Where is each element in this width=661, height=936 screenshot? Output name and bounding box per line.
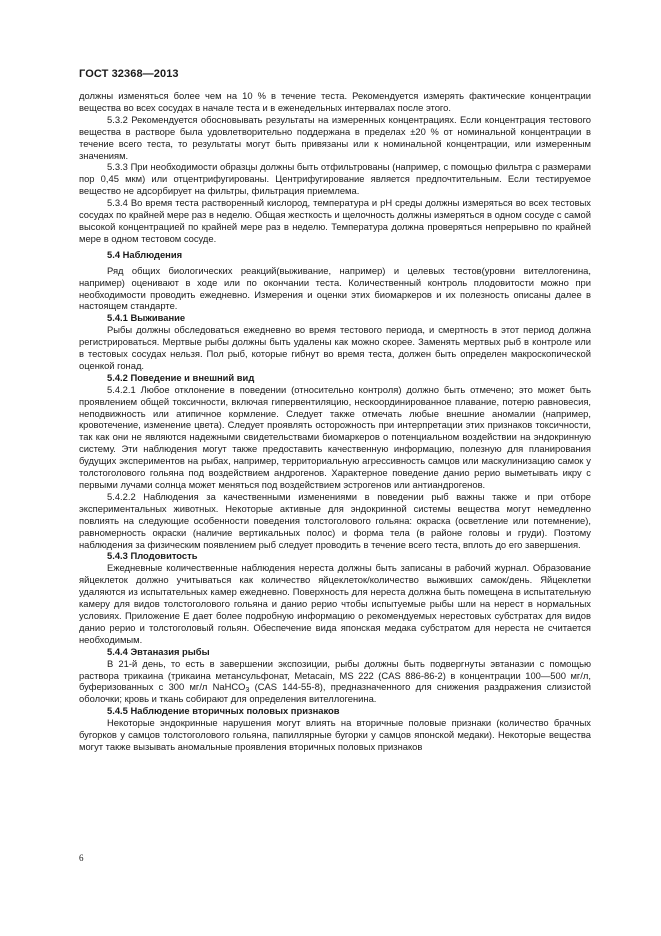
subsection-heading: 5.4.1 Выживание bbox=[107, 312, 186, 324]
paragraph: 5.3.2 Рекомендуется обосновывать результаты на измеренных концентрациях. Если концентрация тестового вещества в растворе была удовлетворительно поддержана в пределах ±20 % от номинальной концентрации в течение всего теста, то результаты могут быть привязаны или к номинальной концентрации, или измеренным значениям. bbox=[79, 113, 591, 161]
subsection-heading: 5.4.2 Поведение и внешний вид bbox=[107, 371, 255, 383]
paragraph-text: В 21-й день, то есть в завершении экспозиции, рыбы должны быть подвергнуты эвтаназии с помощью раствора трикаина (трикаина метансульфонат, Metacain, MS 222 (CAS 886-86-2) в концентрации 100—500 мг/л, буферизованных с 300 мг/л NaHCO bbox=[79, 657, 591, 693]
paragraph bbox=[79, 658, 591, 706]
page-number: 6 bbox=[79, 853, 84, 863]
paragraph: 5.4.2.1 Любое отклонение в поведении (относительно контроля) должно быть отмечено; это может быть проявлением общей токсичности, включая гипервентиляцию, нескоординированное плавание, потерю равновесия, неподвижность или атипичное кормление. Следует также отмечать любые внешние аномалии (например, кровотечение, изменение цвета). Следует проявлять осторожность при интерпретации этих признаков токсичности, так как они не являются надежными свидетельствами биомаркеров о потенциальном воздействии на эндокринную систему. Эти наблюдения могут также предоставить качественную информацию, полезную для планирования будущих экспериментов на рыбах, например, территориальную агрессивность самцов или маскулинизацию самок у толстоголового гольяна под воздействием андрогенов. Характерное поведение данио рерио выметывать икру с первыми лучами солнца может меняться под воздействием эстрогенов или антиандрогенов. bbox=[79, 383, 591, 490]
document-body bbox=[79, 90, 591, 753]
paragraph: 5.3.3 При необходимости образцы должны быть отфильтрованы (например, с помощью фильтра с размерами пор 0,45 мкм) или отцентрифугированы. Центрифугирование является предпочтительным. Если тестируемое вещество не адсорбирует на фильтры, фильтрация приемлема. bbox=[79, 161, 591, 197]
paragraph: Рыбы должны обследоваться ежедневно во время тестового периода, и смертность в этот период должна регистрироваться. Мертвые рыбы должны быть удалены как можно скорее. Заменять мертвых рыб в контроле или в тестовых сосудах нельзя. Пол рыб, которые гибнут во время теста, должен быть определен макроскопической оценкой гонад. bbox=[79, 324, 591, 371]
section-heading: 5.4 Наблюдения bbox=[107, 248, 183, 260]
paragraph: Ряд общих биологических реакций(выживание, например) и целевых тестов(уровни вителлогенина, например) оценивают в ходе или по окончании теста. Количественный контроль плодовитости можно при необходимости проводить ежедневно. Измерения и оценки этих биомаркеров и их полезность описаны далее в настоящем стандарте. bbox=[79, 264, 591, 312]
subsection-heading: 5.4.5 Наблюдение вторичных половых признаков bbox=[107, 705, 340, 717]
document-header: ГОСТ 32368—2013 bbox=[79, 68, 179, 80]
paragraph: 5.4.2.2 Наблюдения за качественными изменениями в поведении рыб важны также и при отборе экспериментальных животных. Некоторые активные для эндокринной системы вещества могут немедленно повлиять на следующие особенности поведения толстоголового гольяна: окраска (осветление или потемнение), равномерность окраски (наличие вертикальных полос) и форма тела (в районе головы и груди). Поэтому наблюдения за физическим появлением рыб следует проводить в течение всего теста, вплоть до его завершения. bbox=[79, 490, 591, 550]
subscript: 3 bbox=[245, 687, 250, 695]
subsection-heading: 5.4.4 Эвтаназия рыбы bbox=[107, 645, 210, 657]
paragraph-text: (CAS 144-55-8), предназначенного для снижения раздражения слизистой оболочки; кровь и ткань собирают для определения вителлогенина. bbox=[79, 681, 591, 705]
subsection-heading: 5.4.3 Плодовитость bbox=[107, 550, 198, 562]
paragraph: Некоторые эндокринные нарушения могут влиять на вторичные половые признаки (количество брачных бугорков у самцов толстоголового гольяна, папиллярные бугорки у самцов японской медаки). Некоторые вещества могут также вызывать аномальные проявления вторичных половых признаков bbox=[79, 717, 591, 752]
paragraph: Ежедневные количественные наблюдения нереста должны быть записаны в рабочий журнал. Образование яйцеклеток должно учитываться как количество яйцеклеток/количество выживших самок/день. Яйцеклетки удаляются из испытательных камер ежедневно. Поверхность для нереста должна быть помещена в испытательную камеру для видов толстоголового гольяна и данио рерио чтобы испытуемые рыбы шли на нерест в нормальных условиях. Приложение Е дает более подробную информацию о рекомендуемых нерестовых субстратах для видов данио рерио и толстоголовый гольян. Обеспечение вида японская медака субстратом для нереста не считается необходимым. bbox=[79, 562, 591, 645]
paragraph: должны изменяться более чем на 10 % в течение теста. Рекомендуется измерять фактические концентрации вещества во всех сосудах в начале теста и в еженедельных интервалах после этого. bbox=[79, 90, 591, 113]
paragraph: 5.3.4 Во время теста растворенный кислород, температура и pH среды должны измеряться во всех тестовых сосудах по крайней мере раз в неделю. Общая жесткость и щелочность должны измеряться в одном сосуде с самой высокой концентрацией по крайней мере раз в неделю. Температура должна проверяться непрерывно по крайней мере в одном тестовом сосуде. bbox=[79, 197, 591, 244]
